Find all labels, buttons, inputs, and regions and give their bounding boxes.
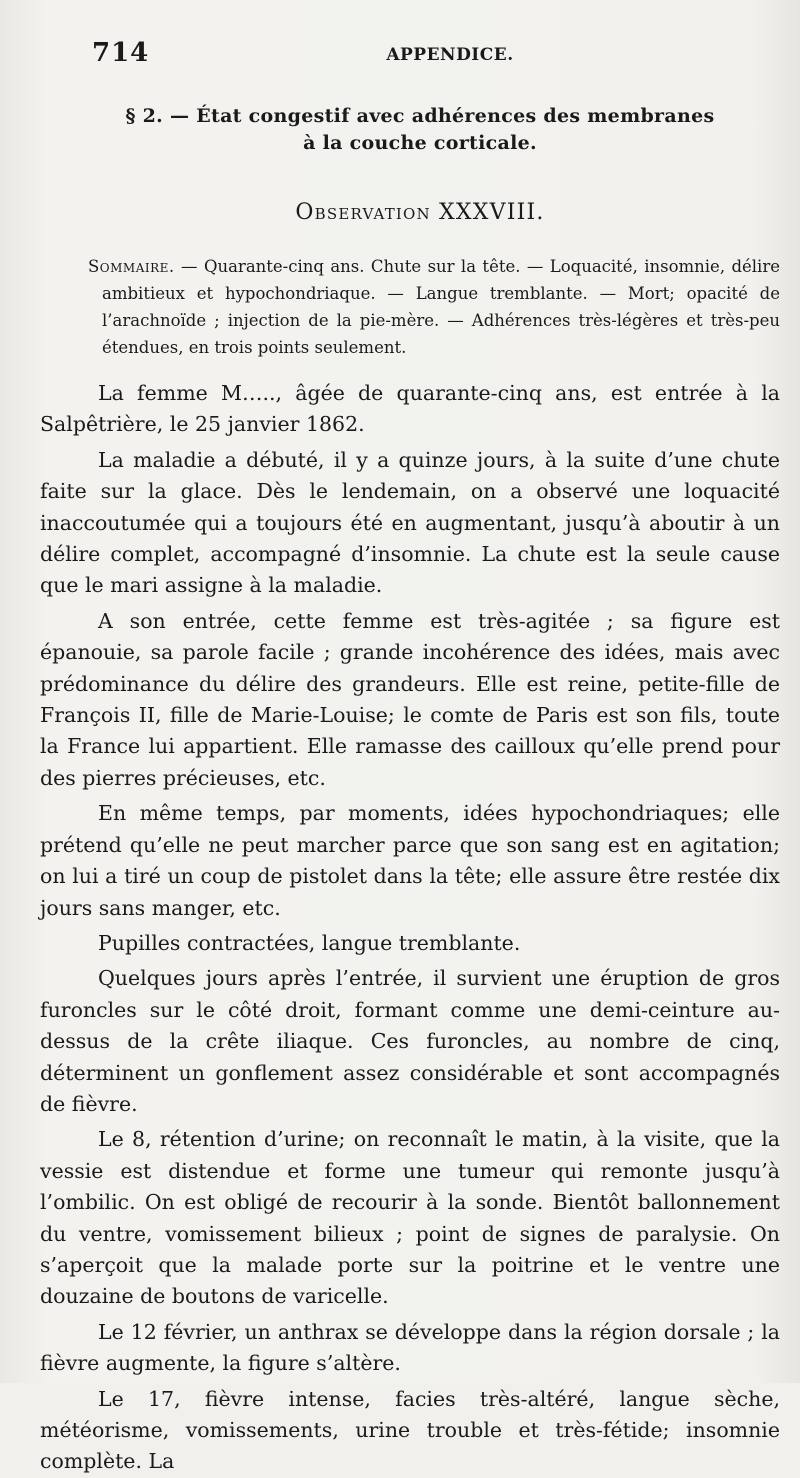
paragraph: A son entrée, cette femme est très-agitée ; sa figure est épanouie, sa parole facile ; grande incohérence des idées, mais avec prédominance du délire des grandeurs. Elle est reine, petite-fille de François II, fille de Marie-Louise; le comte de Paris est son fils, toute la France lui appartient. Elle ramasse des cailloux qu’elle prend pour des pierres précieuses, etc.	[40, 608, 780, 790]
summary-text: — Quarante-cinq ans. Chute sur la tête. — Loquacité, insomnie, délire ambitieux et hypochondriaque. — Langue tremblante. — Mort; opacité de l’arachnoïde ; injection de la pie-mère. — Adhérences très-légères et très-peu étendues, en trois points seulement.	[102, 257, 780, 357]
body-text	[40, 378, 780, 1478]
section-title	[60, 103, 780, 157]
observation-title: Observation XXXVIII.	[295, 200, 545, 225]
paragraph: En même temps, par moments, idées hypochondriaques; elle prétend qu’elle ne peut marcher parce que son sang est en agitation; on lui a tiré un coup de pistolet dans la tête; elle assure être restée dix jours sans manger, etc.	[40, 801, 780, 920]
summary-label: Sommaire.	[88, 257, 175, 276]
paragraph: Quelques jours après l’entrée, il survient une éruption de gros furoncles sur le côté droit, formant comme une demi-ceinture au-dessus de la crête iliaque. Ces furoncles, au nombre de cinq, déterminent un gonflement assez considérable et sont accompagnés de fièvre.	[40, 966, 780, 1116]
paragraph: Le 8, rétention d’urine; on reconnaît le matin, à la visite, que la vessie est distendue et forme une tumeur qui remonte jusqu’à l’ombilic. On est obligé de recourir à la sonde. Bientôt ballonnement du ventre, vomissement bilieux ; point de signes de paralysie. On s’aperçoit que la malade porte sur la poitrine et le ventre une douzaine de boutons de varicelle.	[40, 1127, 780, 1309]
paragraph: Le 17, fièvre intense, facies très-altéré, langue sèche, météorisme, vomissements, urine trouble et très-fétide; insomnie complète. La	[40, 1386, 780, 1474]
section-title-line-1: § 2. — État congestif avec adhérences des membranes	[125, 105, 715, 127]
page-number: 714	[92, 38, 150, 68]
paragraph: Pupilles contractées, langue tremblante.	[98, 930, 521, 955]
page-header	[0, 38, 800, 78]
section-title-line-2: à la couche corticale.	[303, 132, 537, 154]
running-head: APPENDICE.	[386, 45, 514, 65]
paragraph: La maladie a débuté, il y a quinze jours, à la suite d’une chute faite sur la glace. Dès le lendemain, on a observé une loquacité inaccoutumée qui a toujours été en augmentant, jusqu’à aboutir à un délire complet, accompagné d’insomnie. La chute est la seule cause que le mari assigne à la maladie.	[40, 447, 780, 598]
summary	[88, 253, 780, 361]
paragraph: La femme M….., âgée de quarante-cinq ans, est entrée à la Salpêtrière, le 25 janvier 1862.	[40, 381, 780, 437]
paragraph: Le 12 février, un anthrax se développe dans la région dorsale ; la fièvre augmente, la figure s’altère.	[40, 1319, 780, 1376]
